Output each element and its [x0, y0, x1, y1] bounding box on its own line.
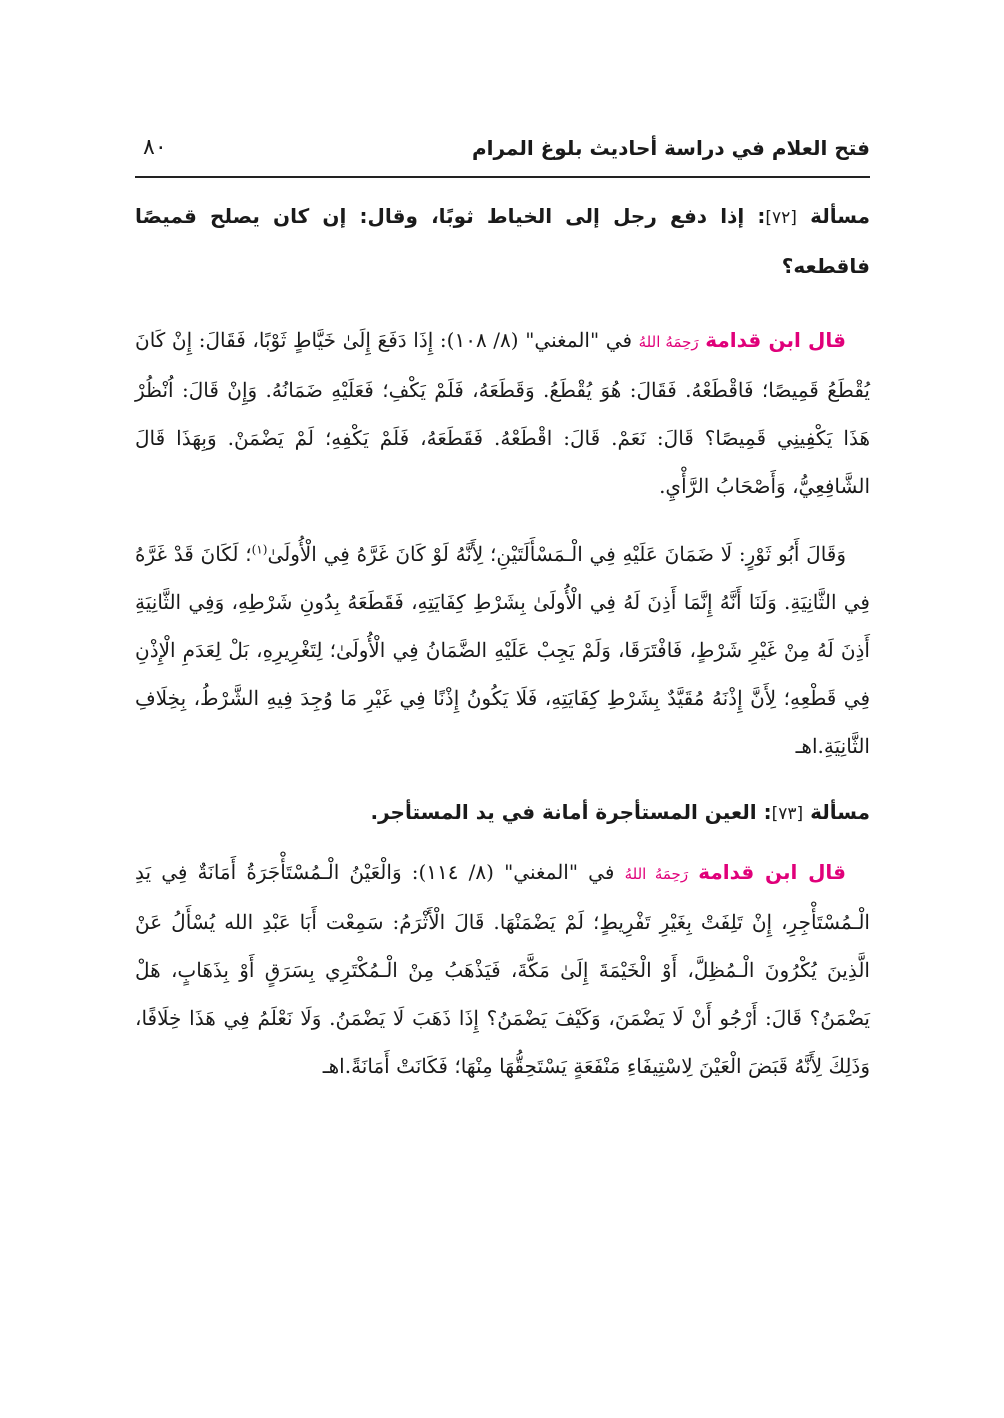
issue-title: إذا دفع رجل إلى الخياط ثوبًا، وقال: إن كان يصلح قميصًا فاقطعه؟: [135, 204, 870, 278]
footnote-marker[interactable]: (١): [251, 542, 268, 557]
issue-label: مسألة: [810, 204, 871, 228]
issue-number: [٧٢]: [765, 208, 797, 228]
issue-heading-73: [135, 788, 870, 838]
issue-heading-72: [135, 192, 870, 290]
quote-paragraph-1: [135, 316, 870, 510]
book-reference: في "المغني" (٨/ ١٠٨):: [439, 328, 633, 352]
honorific: رَحِمَهُ اللهُ: [624, 865, 689, 883]
author-name: قال ابن قدامة: [698, 860, 847, 884]
running-header: [135, 120, 870, 178]
issue-label: مسألة: [810, 800, 870, 824]
book-title: فتح العلام في دراسة أحاديث بلوغ المرام: [471, 136, 870, 160]
quote-text-before-footnote: وَقَالَ أَبُو ثَوْرٍ: لَا ضَمَانَ عَلَيْهِ فِي الْـمَسْأَلَتَيْنِ؛ لِأَنَّهُ لَوْ كَانَ غَرَّهُ فِي الْأُولَىٰ: [267, 542, 846, 566]
book-reference: في "المغني" (٨/ ١١٤):: [411, 860, 615, 884]
document-page: [135, 120, 870, 1090]
quote-text: إِذَا دَفَعَ إِلَىٰ خَيَّاطٍ ثَوْبًا، فَقَالَ: إِنْ كَانَ يُقْطَعُ قَمِيصًا؛ فَاقْطَعْهُ. فَقَالَ: هُوَ يُقْطَعُ. وَقَطَعَهُ، فَلَمْ يَكْفِ؛ فَعَلَيْهِ ضَمَانُهُ. وَإِنْ قَالَ: اُنْظُرْ هَذَا يَكْفِينِي قَمِيصًا؟ قَالَ: نَعَمْ. قَالَ: اقْطَعْهُ. فَقَطَعَهُ، فَلَمْ يَكْفِهِ؛ لَمْ يَضْمَنْ. وَبِهَذَا قَالَ الشَّافِعِيُّ، وَأَصْحَابُ الرَّأْيِ.: [135, 328, 870, 498]
issue-title: العين المستأجرة أمانة في يد المستأجر.: [370, 800, 757, 824]
author-name: قال ابن قدامة: [705, 328, 846, 352]
issue-colon: :: [763, 800, 772, 824]
issue-colon: :: [757, 204, 766, 228]
quote-paragraph-3: [135, 848, 870, 1090]
page-number: ٨٠: [143, 135, 167, 160]
quote-text: وَالْعَيْنُ الْـمُسْتَأْجَرَةُ أَمَانَةٌ فِي يَدِ الْـمُسْتَأْجِرِ، إِنْ تَلِفَتْ بِغَيْرِ تَفْرِيطٍ؛ لَمْ يَضْمَنْهَا. قَالَ الْأَثْرَمُ: سَمِعْت أَبَا عَبْدِ الله يُسْأَلُ عَنْ الَّذِينَ يُكْرُونَ الْـمُظِلَّ، أَوْ الْخَيْمَةَ إِلَىٰ مَكَّةَ، فَيَذْهَبُ مِنْ الْـمُكْتَرِي بِسَرَقٍ أَوْ بِذَهَابٍ، هَلْ يَضْمَنُ؟ قَالَ: أَرْجُو أَنْ لَا يَضْمَنَ، وَكَيْفَ يَضْمَنُ؟ إِذَا ذَهَبَ لَا يَضْمَنُ. وَلَا نَعْلَمُ فِي هَذَا خِلَافًا، وَذَلِكَ لِأَنَّهُ قَبَضَ الْعَيْنَ لِاسْتِيفَاءِ مَنْفَعَةٍ يَسْتَحِقُّهَا مِنْهَا؛ فَكَانَتْ أَمَانَةً.اهـ: [135, 860, 870, 1078]
quote-text-after-footnote: ؛ لَكَانَ قَدْ غَرَّهُ فِي الثَّانِيَةِ. وَلَنَا أَنَّهُ إِنَّمَا أَذِنَ لَهُ فِي الْأُولَىٰ بِشَرْطِ كِفَايَتِهِ، فَقَطَعَهُ بِدُونِ شَرْطِهِ، وَفِي الثَّانِيَةِ أَذِنَ لَهُ مِنْ غَيْرِ شَرْطٍ، فَافْتَرَقَا، وَلَمْ يَجِبْ عَلَيْهِ الضَّمَانُ فِي الْأُولَىٰ؛ لِتَغْرِيرِهِ، بَلْ لِعَدَمِ الْإِذْنِ فِي قَطْعِهِ؛ لِأَنَّ إِذْنَهُ مُقَيَّدٌ بِشَرْطِ كِفَايَتِهِ، فَلَا يَكُونُ إِذْنًا فِي غَيْرِ مَا وُجِدَ فِيهِ الشَّرْطُ، بِخِلَافِ الثَّانِيَةِ.اهـ: [135, 542, 870, 758]
issue-number: [٧٣]: [771, 804, 804, 824]
quote-paragraph-2: [135, 530, 870, 770]
honorific: رَحِمَهُ اللهُ: [638, 333, 699, 351]
